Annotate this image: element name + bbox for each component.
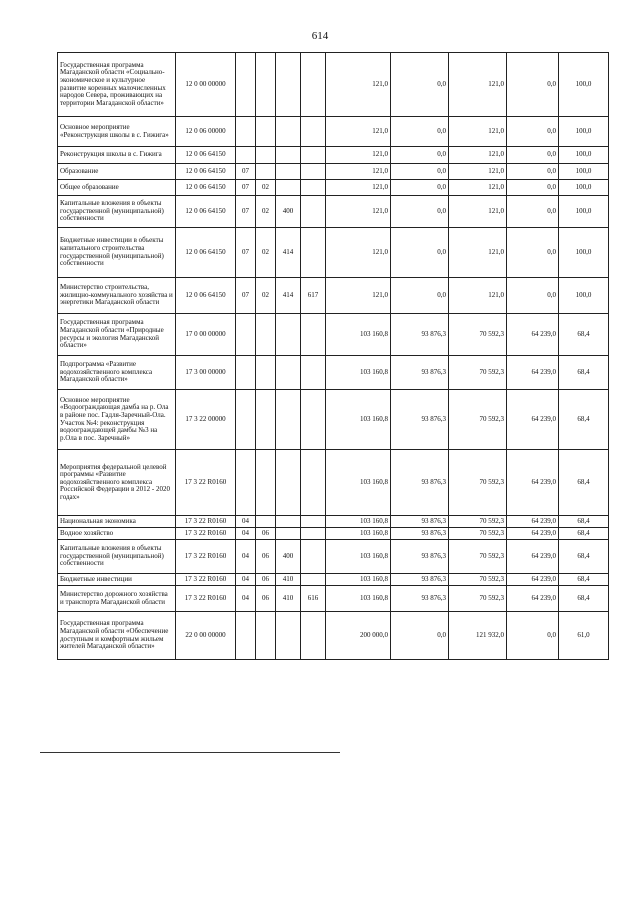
target-code: 17 3 22 R0160 — [176, 450, 236, 516]
value-planned: 200 000,0 — [326, 612, 391, 660]
row-name: Водное хозяйство — [58, 528, 176, 540]
value-executed: 121,0 — [449, 228, 507, 278]
section-code — [236, 147, 256, 164]
expense-type-code — [276, 53, 301, 117]
value-planned-federal: 0,0 — [391, 53, 449, 117]
value-planned-federal: 93 876,3 — [391, 586, 449, 612]
value-executed: 121,0 — [449, 147, 507, 164]
value-executed: 70 592,3 — [449, 390, 507, 450]
expense-type-code — [276, 450, 301, 516]
administrator-code — [301, 196, 326, 228]
value-executed: 70 592,3 — [449, 450, 507, 516]
subsection-code: 06 — [256, 540, 276, 574]
row-name: Государственная программа Магаданской области «Природные ресурсы и экология Магаданской области» — [58, 314, 176, 356]
value-executed: 70 592,3 — [449, 540, 507, 574]
value-executed-federal: 64 239,0 — [507, 450, 559, 516]
value-planned-federal: 93 876,3 — [391, 356, 449, 390]
value-planned-federal: 0,0 — [391, 164, 449, 180]
value-planned-federal: 93 876,3 — [391, 314, 449, 356]
target-code: 17 0 00 00000 — [176, 314, 236, 356]
administrator-code — [301, 117, 326, 147]
table-row — [58, 390, 609, 450]
value-executed-federal: 64 239,0 — [507, 356, 559, 390]
execution-percent: 68,4 — [559, 390, 609, 450]
table-row — [58, 53, 609, 117]
table-row — [58, 147, 609, 164]
row-name: Бюджетные инвестиции — [58, 574, 176, 586]
value-planned: 121,0 — [326, 117, 391, 147]
value-planned: 103 160,8 — [326, 528, 391, 540]
value-planned: 103 160,8 — [326, 586, 391, 612]
table-body — [58, 53, 609, 660]
value-executed-federal: 64 239,0 — [507, 586, 559, 612]
value-executed-federal: 64 239,0 — [507, 540, 559, 574]
value-planned-federal: 0,0 — [391, 278, 449, 314]
subsection-code: 06 — [256, 586, 276, 612]
administrator-code — [301, 53, 326, 117]
table-row — [58, 180, 609, 196]
value-planned-federal: 93 876,3 — [391, 450, 449, 516]
execution-percent: 68,4 — [559, 356, 609, 390]
row-name: Национальная экономика — [58, 516, 176, 528]
subsection-code: 02 — [256, 196, 276, 228]
row-name: Министерство дорожного хозяйства и транспорта Магаданской области — [58, 586, 176, 612]
section-code — [236, 612, 256, 660]
execution-percent: 68,4 — [559, 540, 609, 574]
value-planned: 103 160,8 — [326, 540, 391, 574]
subsection-code: 02 — [256, 228, 276, 278]
section-code — [236, 356, 256, 390]
value-planned-federal: 0,0 — [391, 147, 449, 164]
table-row — [58, 117, 609, 147]
execution-percent: 68,4 — [559, 516, 609, 528]
target-code: 12 0 06 64150 — [176, 147, 236, 164]
value-executed: 121,0 — [449, 278, 507, 314]
expense-type-code: 414 — [276, 228, 301, 278]
value-executed-federal: 0,0 — [507, 612, 559, 660]
value-executed: 121,0 — [449, 117, 507, 147]
administrator-code — [301, 356, 326, 390]
section-code: 07 — [236, 278, 256, 314]
section-code — [236, 390, 256, 450]
value-executed: 121,0 — [449, 164, 507, 180]
row-name: Государственная программа Магаданской области «Социально-экономическое и культурное развитие коренных малочисленных народов Севера, проживающих на территории Магаданской области» — [58, 53, 176, 117]
value-executed-federal: 0,0 — [507, 228, 559, 278]
table-row — [58, 450, 609, 516]
value-executed-federal: 0,0 — [507, 196, 559, 228]
administrator-code: 616 — [301, 586, 326, 612]
value-planned-federal: 0,0 — [391, 196, 449, 228]
table-row — [58, 356, 609, 390]
expense-type-code: 400 — [276, 540, 301, 574]
expense-type-code: 400 — [276, 196, 301, 228]
administrator-code — [301, 228, 326, 278]
section-code: 07 — [236, 196, 256, 228]
execution-percent: 100,0 — [559, 117, 609, 147]
execution-percent: 100,0 — [559, 228, 609, 278]
expense-type-code — [276, 356, 301, 390]
execution-percent: 68,4 — [559, 314, 609, 356]
expense-type-code — [276, 390, 301, 450]
value-planned: 103 160,8 — [326, 574, 391, 586]
value-planned-federal: 0,0 — [391, 228, 449, 278]
target-code: 12 0 06 00000 — [176, 117, 236, 147]
value-executed-federal: 0,0 — [507, 147, 559, 164]
expense-type-code — [276, 612, 301, 660]
target-code: 17 3 22 R0160 — [176, 540, 236, 574]
administrator-code — [301, 180, 326, 196]
value-planned: 121,0 — [326, 228, 391, 278]
section-code — [236, 53, 256, 117]
subsection-code — [256, 390, 276, 450]
row-name: Государственная программа Магаданской области «Обеспечение доступным и комфортным жильем жителей Магаданской области» — [58, 612, 176, 660]
table-row — [58, 228, 609, 278]
footer-divider — [40, 752, 340, 753]
expense-type-code: 414 — [276, 278, 301, 314]
value-executed: 121,0 — [449, 53, 507, 117]
execution-percent: 100,0 — [559, 278, 609, 314]
administrator-code — [301, 164, 326, 180]
administrator-code — [301, 612, 326, 660]
execution-percent: 68,4 — [559, 574, 609, 586]
value-planned: 121,0 — [326, 147, 391, 164]
target-code: 17 3 22 R0160 — [176, 516, 236, 528]
table-row — [58, 516, 609, 528]
administrator-code — [301, 516, 326, 528]
value-executed: 121,0 — [449, 180, 507, 196]
budget-table — [57, 52, 609, 660]
execution-percent: 68,4 — [559, 586, 609, 612]
value-planned-federal: 93 876,3 — [391, 390, 449, 450]
administrator-code — [301, 574, 326, 586]
value-executed-federal: 64 239,0 — [507, 574, 559, 586]
value-executed-federal: 0,0 — [507, 117, 559, 147]
target-code: 22 0 00 00000 — [176, 612, 236, 660]
value-executed-federal: 64 239,0 — [507, 314, 559, 356]
administrator-code: 617 — [301, 278, 326, 314]
value-planned-federal: 0,0 — [391, 117, 449, 147]
value-planned: 121,0 — [326, 164, 391, 180]
subsection-code: 06 — [256, 528, 276, 540]
expense-type-code: 410 — [276, 586, 301, 612]
row-name: Основное мероприятие «Реконструкция школы в с. Гижига» — [58, 117, 176, 147]
target-code: 17 3 22 00000 — [176, 390, 236, 450]
target-code: 17 3 00 00000 — [176, 356, 236, 390]
execution-percent: 100,0 — [559, 147, 609, 164]
subsection-code — [256, 516, 276, 528]
target-code: 12 0 06 64150 — [176, 180, 236, 196]
expense-type-code — [276, 314, 301, 356]
expense-type-code: 410 — [276, 574, 301, 586]
value-planned-federal: 0,0 — [391, 180, 449, 196]
administrator-code — [301, 314, 326, 356]
section-code: 04 — [236, 528, 256, 540]
subsection-code — [256, 314, 276, 356]
execution-percent: 100,0 — [559, 164, 609, 180]
value-executed: 70 592,3 — [449, 356, 507, 390]
page-number: 614 — [311, 30, 329, 42]
subsection-code — [256, 356, 276, 390]
subsection-code — [256, 450, 276, 516]
value-executed: 121,0 — [449, 196, 507, 228]
administrator-code — [301, 390, 326, 450]
target-code: 12 0 06 64150 — [176, 278, 236, 314]
administrator-code — [301, 528, 326, 540]
value-executed-federal: 64 239,0 — [507, 390, 559, 450]
value-planned: 121,0 — [326, 53, 391, 117]
subsection-code — [256, 53, 276, 117]
value-planned-federal: 93 876,3 — [391, 574, 449, 586]
section-code — [236, 314, 256, 356]
expense-type-code — [276, 117, 301, 147]
target-code: 12 0 06 64150 — [176, 228, 236, 278]
execution-percent: 68,4 — [559, 528, 609, 540]
value-planned-federal: 93 876,3 — [391, 516, 449, 528]
table-row — [58, 164, 609, 180]
target-code: 12 0 06 64150 — [176, 196, 236, 228]
table-row — [58, 612, 609, 660]
target-code: 17 3 22 R0160 — [176, 586, 236, 612]
subsection-code — [256, 117, 276, 147]
value-planned: 121,0 — [326, 196, 391, 228]
row-name: Основное мероприятие «Водоограждающая дамба на р. Ола в районе пос. Гадля-Заречный-Ола. Участок №4: реконструкция водоограждающей дамбы №3 на р.Ола в пос. Заречный» — [58, 390, 176, 450]
row-name: Подпрограмма «Развитие водохозяйственного комплекса Магаданской области» — [58, 356, 176, 390]
value-executed-federal: 0,0 — [507, 278, 559, 314]
value-planned: 103 160,8 — [326, 356, 391, 390]
expense-type-code — [276, 180, 301, 196]
value-planned: 103 160,8 — [326, 390, 391, 450]
expense-type-code — [276, 516, 301, 528]
section-code: 07 — [236, 228, 256, 278]
section-code: 04 — [236, 516, 256, 528]
execution-percent: 100,0 — [559, 53, 609, 117]
value-executed-federal: 0,0 — [507, 53, 559, 117]
section-code — [236, 117, 256, 147]
row-name: Министерство строительства, жилищно-коммунального хозяйства и энергетики Магаданской области — [58, 278, 176, 314]
value-executed: 121 932,0 — [449, 612, 507, 660]
section-code: 04 — [236, 540, 256, 574]
target-code: 12 0 00 00000 — [176, 53, 236, 117]
target-code: 17 3 22 R0160 — [176, 528, 236, 540]
subsection-code: 02 — [256, 278, 276, 314]
subsection-code: 02 — [256, 180, 276, 196]
execution-percent: 68,4 — [559, 450, 609, 516]
expense-type-code — [276, 164, 301, 180]
value-planned: 103 160,8 — [326, 516, 391, 528]
value-planned-federal: 93 876,3 — [391, 528, 449, 540]
value-executed-federal: 64 239,0 — [507, 528, 559, 540]
row-name: Бюджетные инвестиции в объекты капитального строительства государственной (муниципальной) собственности — [58, 228, 176, 278]
table-row — [58, 540, 609, 574]
value-planned-federal: 93 876,3 — [391, 540, 449, 574]
table-row — [58, 574, 609, 586]
administrator-code — [301, 147, 326, 164]
value-executed: 70 592,3 — [449, 586, 507, 612]
table-row — [58, 528, 609, 540]
target-code: 17 3 22 R0160 — [176, 574, 236, 586]
value-planned: 121,0 — [326, 278, 391, 314]
section-code: 07 — [236, 180, 256, 196]
administrator-code — [301, 540, 326, 574]
value-planned-federal: 0,0 — [391, 612, 449, 660]
table-row — [58, 314, 609, 356]
table-row — [58, 278, 609, 314]
value-planned: 103 160,8 — [326, 450, 391, 516]
value-executed: 70 592,3 — [449, 574, 507, 586]
subsection-code — [256, 147, 276, 164]
value-executed: 70 592,3 — [449, 314, 507, 356]
value-executed-federal: 0,0 — [507, 164, 559, 180]
expense-type-code — [276, 147, 301, 164]
target-code: 12 0 06 64150 — [176, 164, 236, 180]
value-executed: 70 592,3 — [449, 528, 507, 540]
value-executed: 70 592,3 — [449, 516, 507, 528]
row-name: Реконструкция школы в с. Гижига — [58, 147, 176, 164]
subsection-code — [256, 612, 276, 660]
table-row — [58, 196, 609, 228]
table-row — [58, 586, 609, 612]
row-name: Капитальные вложения в объекты государственной (муниципальной) собственности — [58, 540, 176, 574]
execution-percent: 61,0 — [559, 612, 609, 660]
section-code: 04 — [236, 574, 256, 586]
row-name: Образование — [58, 164, 176, 180]
expense-type-code — [276, 528, 301, 540]
section-code — [236, 450, 256, 516]
section-code: 04 — [236, 586, 256, 612]
row-name: Капитальные вложения в объекты государственной (муниципальной) собственности — [58, 196, 176, 228]
value-executed-federal: 64 239,0 — [507, 516, 559, 528]
section-code: 07 — [236, 164, 256, 180]
execution-percent: 100,0 — [559, 180, 609, 196]
row-name: Общее образование — [58, 180, 176, 196]
value-executed-federal: 0,0 — [507, 180, 559, 196]
administrator-code — [301, 450, 326, 516]
row-name: Мероприятия федеральной целевой программы «Развитие водохозяйственного комплекса Российской Федерации в 2012 - 2020 годах» — [58, 450, 176, 516]
subsection-code — [256, 164, 276, 180]
value-planned: 121,0 — [326, 180, 391, 196]
subsection-code: 06 — [256, 574, 276, 586]
execution-percent: 100,0 — [559, 196, 609, 228]
value-planned: 103 160,8 — [326, 314, 391, 356]
